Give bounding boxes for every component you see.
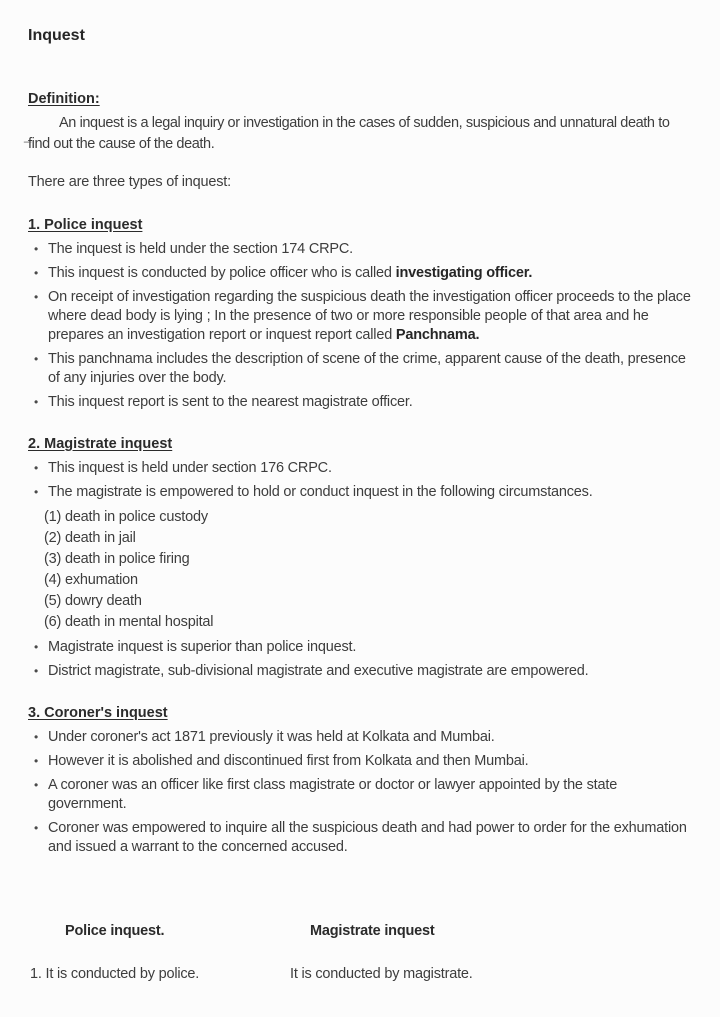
page-title: Inquest [28, 27, 85, 44]
bullet-item [28, 264, 696, 283]
bullet-item [28, 728, 696, 747]
item-text: District magistrate, sub-divisional magistrate and executive magistrate are empowered. [48, 663, 589, 679]
item-text: (3) death in police firing [44, 551, 190, 567]
numbered-item [44, 507, 696, 528]
item-text: Under coroner's act 1871 previously it was held at Kolkata and Mumbai. [48, 729, 495, 745]
section-heading: 2. Magistrate inquest [28, 436, 173, 452]
item-text: On receipt of investigation regarding the suspicious death the investigation officer proceeds to the place where dead body is lying ; In the presence of two or more responsible people of that area and he prepares an investigation report or inquest report called Panchnama. [48, 289, 691, 343]
numbered-item [44, 549, 696, 570]
item-text: However it is abolished and discontinued first from Kolkata and then Mumbai. [48, 753, 529, 769]
bullet-item [28, 662, 696, 681]
definition-paragraph [24, 113, 688, 155]
bullet-icon: • [34, 754, 39, 768]
section [28, 704, 696, 857]
comparison-cell-magistrate: It is conducted by magistrate. [290, 966, 473, 982]
comparison-data-row [28, 966, 696, 986]
comparison-header-police: Police inquest. [65, 923, 165, 939]
bullet-item [28, 240, 696, 259]
section-heading: 1. Police inquest [28, 217, 143, 233]
section [28, 435, 696, 681]
section-heading: 3. Coroner's inquest [28, 705, 168, 721]
numbered-item [44, 612, 696, 633]
item-text: Magistrate inquest is superior than police inquest. [48, 639, 357, 655]
sections-container [28, 216, 696, 857]
stray-mark: _ [24, 128, 31, 143]
definition-heading: Definition: [28, 91, 100, 107]
comparison-cell-police: 1. It is conducted by police. [30, 966, 200, 982]
numbered-item [44, 591, 696, 612]
bullet-icon: • [34, 352, 39, 366]
item-text: (4) exhumation [44, 572, 138, 588]
item-text: (1) death in police custody [44, 509, 208, 525]
item-text: (2) death in jail [44, 530, 136, 546]
bullet-item [28, 638, 696, 657]
definition-text: An inquest is a legal inquiry or investigation in the cases of sudden, suspicious and unnatural death to find out the cause of the death. [28, 115, 670, 152]
bullet-item [28, 288, 696, 345]
bullet-item [28, 393, 696, 412]
bullet-icon: • [34, 778, 39, 792]
bullet-icon: • [34, 821, 39, 835]
item-text: This inquest report is sent to the nearest magistrate officer. [48, 394, 413, 410]
item-text: This inquest is held under section 176 CRPC. [48, 460, 332, 476]
item-text: Coroner was empowered to inquire all the suspicious death and had power to order for the exhumation and issued a warrant to the concerned accused. [48, 820, 687, 855]
bullet-icon: • [34, 461, 39, 475]
bullet-item [28, 819, 696, 857]
bullet-item [28, 752, 696, 771]
item-text: (6) death in mental hospital [44, 614, 214, 630]
bullet-item [28, 350, 696, 388]
numbered-item [44, 528, 696, 549]
bullet-icon: • [34, 485, 39, 499]
intro-line: There are three types of inquest: [28, 174, 231, 190]
item-text: (5) dowry death [44, 593, 142, 609]
bullet-icon: • [34, 290, 39, 304]
item-text: This inquest is conducted by police officer who is called investigating officer. [48, 265, 533, 281]
item-text: The inquest is held under the section 174 CRPC. [48, 241, 353, 257]
item-text: The magistrate is empowered to hold or conduct inquest in the following circumstances. [48, 484, 593, 500]
comparison-header-magistrate: Magistrate inquest [310, 923, 435, 939]
item-text: A coroner was an officer like first class magistrate or doctor or lawyer appointed by the state government. [48, 777, 618, 812]
comparison-table [28, 923, 696, 986]
bullet-icon: • [34, 395, 39, 409]
bullet-icon: • [34, 664, 39, 678]
numbered-item [44, 570, 696, 591]
bullet-icon: • [34, 640, 39, 654]
bullet-icon: • [34, 266, 39, 280]
bullet-item [28, 483, 696, 502]
bullet-item [28, 459, 696, 478]
comparison-header-row [28, 923, 696, 943]
bullet-item [28, 776, 696, 814]
item-text: This panchnama includes the description of scene of the crime, apparent cause of the death, presence of any injuries over the body. [48, 351, 686, 386]
section [28, 216, 696, 412]
bullet-icon: • [34, 730, 39, 744]
bullet-icon: • [34, 242, 39, 256]
